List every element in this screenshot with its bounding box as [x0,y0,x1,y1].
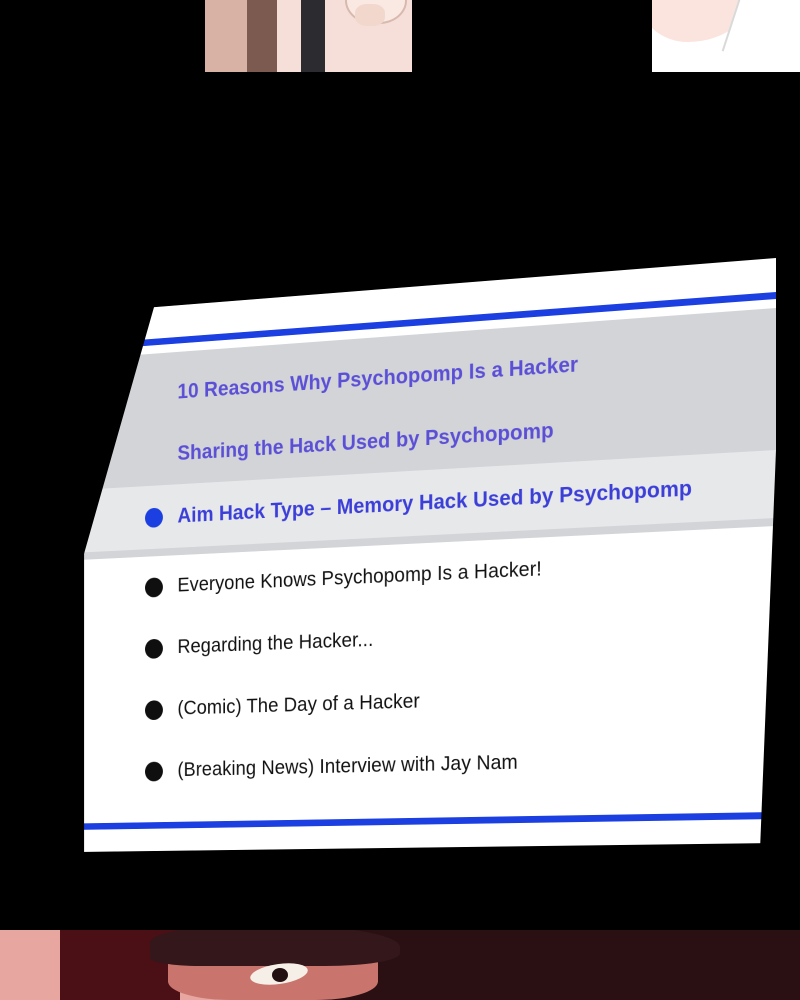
bottom-comic-strip [0,930,800,1000]
list-item-label: Regarding the Hacker... [177,628,374,658]
top-comic-strip [0,0,800,72]
comic-shape-dark-edge [301,0,325,72]
list-item-label: Everyone Knows Psychopomp Is a Hacker! [177,557,542,597]
bullet-cell [104,444,177,468]
bullet-cell [104,761,177,782]
bullet-cell [104,699,177,721]
bullet-icon [145,761,163,781]
bullet-cell [104,638,177,660]
list-item-label: (Breaking News) Interview with Jay Nam [177,751,518,781]
comic-panel-right [652,0,800,72]
article-list-screen [0,250,800,850]
list-item-label: 10 Reasons Why Psychopomp Is a Hacker [177,351,579,404]
bullet-icon [145,445,163,466]
bullet-cell [104,506,177,529]
comic-shape-hair [722,0,800,72]
bullet-cell [104,576,177,599]
bullet-icon [145,383,163,404]
bullet-icon [145,700,163,720]
comic-shape-hair-dark [150,930,400,966]
comic-shape-finger [355,4,385,26]
comic-shape-pupil [272,968,288,982]
bullet-icon [145,577,163,597]
comic-shape-arm [247,0,277,72]
article-list-card [84,258,776,852]
bullet-icon [145,507,163,527]
list-item-label: Sharing the Hack Used by Psychopomp [177,417,554,465]
list-item-label: Aim Hack Type – Memory Hack Used by Psychopomp [177,475,693,528]
bullet-icon [145,638,163,658]
comic-panel-left [205,0,412,72]
list-item-label: (Comic) The Day of a Hacker [177,690,420,720]
